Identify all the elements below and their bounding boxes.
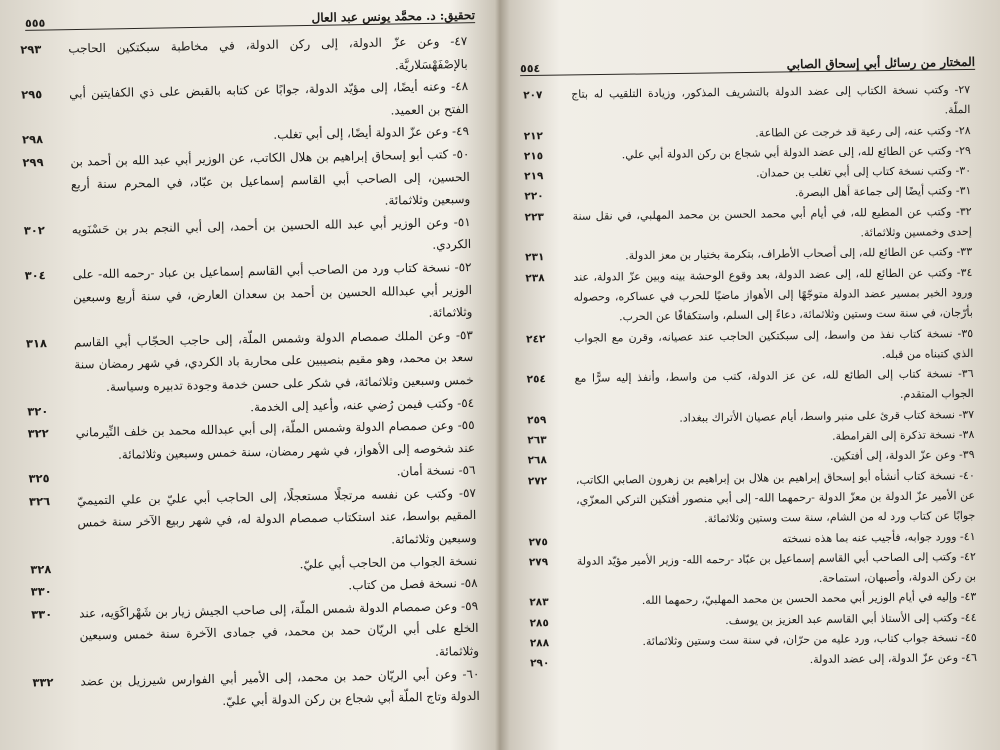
toc-entry <box>526 324 973 370</box>
entry-title: ٥٢- نسخة كتاب ورد من الصاحب أبي القاسم إسماعيل بن عباد -رحمه الله- على الوزير أبي عبدالله الحسين بن أحمد بن سعدان العارض، في سنة أربع وسبعين وثلاثمائة. <box>72 259 473 320</box>
entry-title: ٣١- وكتب أيضًا إلى جماعة أهل البصرة. <box>794 184 972 200</box>
entry-page-number: ٢٢٠ <box>524 190 544 203</box>
entry-title: ٣٤- وكتب عن الطائع لله، إلى عضد الدولة، بعد وقوع الوحشة بينه وبين عزّ الدولة، عند ورود الخبر بمسير عضد الدولة متوجّهًا إلى الأهواز ماضيًا للحرب في عساكره، وحصوله بأرّجان، في سنة ست وستين وثلاثمائة، دعاءً إلى السلم، واستكفافًا عن الحرب. <box>573 265 973 324</box>
entry-page-number: ٣٢٦ <box>28 493 51 509</box>
entry-page-number: ٢٨٨ <box>529 637 550 650</box>
entry-title: ٥٧- وكتب عن نفسه مرتجلًا مستعجلًا، إلى الحاجب أبي عليّ بن علي التميميّ المقيم بواسط، عند استكتاب صمصام الدولة له، في شهر ربيع الآخر سنة خمس وسبعين وثلاثمائة. <box>76 485 477 547</box>
right-page <box>505 0 1000 750</box>
entry-page-number: ٢٢٣ <box>524 210 544 224</box>
entry-page-number: ٢٤٢ <box>526 332 546 346</box>
entry-title: ٦٠- وعن أبي الريّان حمد بن محمد، إلى الأمير أبي الفوارس شيرزيل بن عضد الدولة وتاج الملّة أبي شجاع بن ركن الدولة أبي عليّ. <box>80 666 480 709</box>
entry-page-number: ٢٧٥ <box>528 535 548 548</box>
toc-entry <box>530 648 977 674</box>
table-of-contents-list <box>20 30 480 716</box>
entry-page-number: ٣٣٠ <box>31 606 53 622</box>
running-head-title: المختار من رسائل أبي إسحاق الصابي <box>786 54 976 72</box>
toc-entry <box>32 663 480 717</box>
entry-page-number: ٢٧٩ <box>528 556 549 569</box>
running-head <box>25 2 475 31</box>
entry-page-number: ٢٨٥ <box>529 616 549 630</box>
entry-title: ٢٩- وكتب عن الطائع لله، إلى عضد الدولة أبي شجاع بن ركن الدولة أبي علي. <box>621 143 971 162</box>
entry-page-number: ٣٠٢ <box>23 222 45 238</box>
entry-page-number: ٢٥٩ <box>527 413 547 427</box>
entry-page-number: ٢٩٣ <box>20 42 42 57</box>
entry-page-number: ٣٣٢ <box>32 674 54 690</box>
entry-title: ٤١- وورد جوابه، فأجيب عنه بما هذه نسخته <box>781 529 976 545</box>
entry-page-number: ٢٩٨ <box>21 132 44 147</box>
entry-title: ٤٤- وكتب إلى الأستاذ أبي القاسم عبد العزيز بن يوسف. <box>725 610 977 627</box>
entry-page-number: ٣٣٠ <box>30 584 52 599</box>
entry-page-number: ٢٧٢ <box>527 474 548 488</box>
entry-title: ٣٢- وكتب عن المطيع لله، في أيام أبي محمد الحسن بن محمد المهلبي، في نقل سنة إحدى وخمسين وثلاثمائة. <box>572 204 972 240</box>
entry-page-number: ٢١٢ <box>523 129 543 143</box>
entry-title: ٣٩- وعن عزّ الدولة، إلى أفتكين. <box>829 448 975 464</box>
entry-page-number: ٢٦٨ <box>527 454 547 467</box>
running-head <box>520 49 975 76</box>
entry-title: ٢٨- وكتب عنه، إلى رعية قد خرجت عن الطاعة. <box>755 123 971 140</box>
toc-entry <box>527 364 974 410</box>
toc-entry <box>29 482 477 558</box>
entry-title: ٤٥- نسخة جواب كتاب، ورد عليه من حرّان، في سنة ست وستين وثلاثمائة. <box>642 630 977 649</box>
entry-title: ٤٨- وعنه أيضًا، إلى مؤيّد الدولة، جوابًا عن كتابه بالقبض على ذي الكفايتين أبي الفتح بن العميد. <box>69 79 469 118</box>
running-head-title: تحقيق: د. محمَّد يونس عبد العال <box>311 8 476 25</box>
entry-title: ٣٦- نسخة كتاب إلى الطائع لله، عن عز الدولة، كتب من واسط، وأنفذ إليه سرًّا مع الجواب المتقدم. <box>574 367 974 402</box>
entry-title: ٥٥- وعن صمصام الدولة وشمس الملّة، إلى أبي عبدالله محمد بن خلف النِّيرماني عند شخوصه إلى الأهواز، في شهر رمضان، سنة خمس وسبعين وثلاثمائة. <box>75 418 476 462</box>
entry-title: ٢٧- وكتب نسخة الكتاب إلى عضد الدولة بالتشريف المذكور، وزيادة التلقيب له بتاج الملّة. <box>571 82 971 117</box>
entry-title: ٣٨- نسخة تذكرة إلى القرامطة. <box>831 428 975 443</box>
toc-entry <box>26 324 474 400</box>
entry-page-number: ٣٢٥ <box>28 471 50 486</box>
entry-page-number: ٣٢٢ <box>27 426 49 441</box>
toc-entry <box>525 202 972 248</box>
entry-page-number: ٢١٥ <box>523 150 544 163</box>
entry-title: ٥٦- نسخة أمان. <box>396 463 476 479</box>
entry-page-number: ٢٠٧ <box>523 89 543 102</box>
toc-entry <box>525 263 973 329</box>
entry-title: ٥٨- نسخة فصل من كتاب. <box>348 576 478 593</box>
entry-title: ٣٣- وكتب عن الطائع لله، إلى أصحاب الأطراف، بتكرمة بختيار بن معز الدولة. <box>625 245 973 263</box>
toc-entry <box>24 256 472 332</box>
entry-page-number: ٢٩٩ <box>22 155 44 170</box>
entry-page-number: ٢٥٤ <box>526 373 546 386</box>
entry-title: ٤٧- وعن عزّ الدولة، إلى ركن الدولة، في مخاطبة سبكتكين الحاجب بالإصْفَهْسَلاريَّة. <box>68 33 468 72</box>
entry-title: ٣٥- نسخة كتاب نفذ من واسط، إلى سبكتكين الحاجب عند عصيانه، وقرن مع الجواب الذي كتبناه من قبله. <box>574 326 974 361</box>
toc-entry <box>31 595 479 671</box>
entry-page-number: ٣١٨ <box>25 335 48 351</box>
entry-page-number: ٢٣١ <box>525 251 545 264</box>
table-of-contents-list <box>523 80 977 674</box>
entry-title: ٥٤- وكتب فيمن رُضي عنه، وأعيد إلى الخدمة. <box>250 395 475 414</box>
toc-entry <box>22 143 470 219</box>
page-number: ٥٥٥ <box>24 16 46 30</box>
entry-page-number: ٢٣٨ <box>525 271 545 285</box>
entry-page-number: ٢٩٥ <box>21 87 43 102</box>
entry-page-number: ٣٠٤ <box>24 268 46 283</box>
toc-entry <box>528 466 976 532</box>
toc-entry <box>523 80 970 126</box>
entry-title: ٤٢- وكتب إلى الصاحب أبي القاسم إسماعيل بن عبّاد -رحمه الله- وزير الأمير مؤيّد الدولة بن ركن الدولة، وأصبهان، استماحة. <box>576 549 977 586</box>
entry-title: ٤٦- وعن عزّ الدولة، إلى عضد الدولة. <box>809 651 978 667</box>
entry-title: ٤٣- وإليه في أيام الوزير أبي محمد الحسن بن محمد المهلبيّ، رحمهما الله. <box>641 590 977 608</box>
entry-title: ٤٩- وعن عزّ الدولة أيضًا، إلى أبي تغلب. <box>273 124 470 143</box>
entry-page-number: ٢٨٣ <box>529 596 549 609</box>
entry-title: ٥١- وعن الوزير أبي عبد الله الحسين بن أحمد، إلى أبي النجم بدر بن حَسْنَويه الكردي. <box>71 214 472 253</box>
entry-title: نسخة الجواب من الحاجب أبي عليّ. <box>299 553 478 571</box>
left-page <box>0 0 495 750</box>
entry-page-number: ٣٢٠ <box>27 403 49 419</box>
entry-page-number: ٢٩٠ <box>530 657 550 670</box>
entry-page-number: ٢٦٣ <box>527 434 547 447</box>
entry-title: ٣٠- وكتب نسخة كتاب إلى أبي تغلب بن حمدان. <box>756 164 972 180</box>
entry-title: ٤٠- نسخة كتاب أنشأه أبو إسحاق إبراهيم بن هلال بن إبراهيم بن زهرون الصابي الكاتب، عن الأمير عزّ الدولة بن معزّ الدولة -رحمهما الله- إلى أبي منصور أفتكين التركي المعزّي، جوابًا عن كتاب ورد له من الشام، سنة ست وستين وثلاثمائة. <box>575 468 976 526</box>
entry-title: ٥٠- كتب أبو إسحاق إبراهيم بن هلال الكاتب، عن الوزير أبي عبد الله بن أحمد بن الحسين، إلى الصاحب أبي القاسم إسماعيل بن عبّاد، في المحرم سنة أربع وسبعين وثلاثمائة. <box>70 146 471 208</box>
entry-title: ٥٩- وعن صمصام الدولة شمس الملّة، إلى صاحب الجيش زيار بن شَهْراكَوَيه، عند الخلع على أبي الريّان حمد بن محمد، في جمادى الآخرة سنة خمس وسبعين وثلاثمائة. <box>78 598 480 659</box>
entry-page-number: ٢١٩ <box>524 170 544 183</box>
entry-page-number: ٣٢٨ <box>30 561 52 577</box>
page-number: ٥٥٤ <box>519 61 541 76</box>
entry-title: ٥٣- وعن الملك صمصام الدولة وشمس الملّة، إلى حاجب الحجّاب أبي القاسم سعد بن محمد، وهو مقيم بنصيبين على محاربة باد الكردي، في شهر رمضان سنة خمس وسبعين وثلاثمائة، في شكر على حسن خدمة وجودة تدبيره وسياسة. <box>73 327 474 394</box>
toc-entry <box>529 547 976 593</box>
entry-title: ٣٧- نسخة كتاب قرئ على منبر واسط، أيام عصيان الأتراك ببغداد. <box>679 407 975 425</box>
